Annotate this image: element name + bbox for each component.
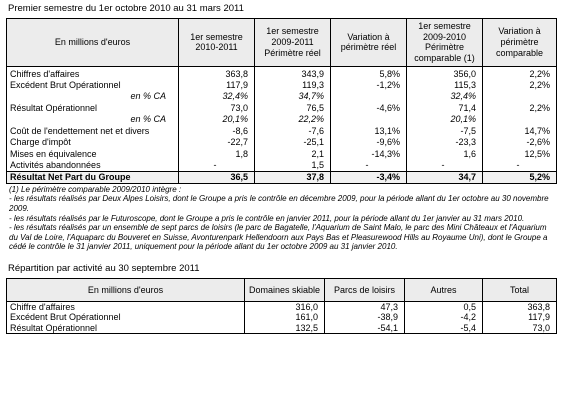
row-label: Coût de l'endettement net et divers (7, 125, 179, 137)
cell-value: - (407, 160, 483, 172)
cell-value: 32,4% (179, 91, 255, 103)
row-label: Mises en équivalence (7, 148, 179, 160)
footnote-line: - les résultats réalisés par un ensemble de sept parcs de loisirs (le parc de Bagatelle, l'Aquarium de Saint Malo, le parc des Mini Châteaux et l'Aquarium du Val de Loire, l'Aquaparc du Bouveret en Suisse, Avonturenpark Hellendoorn aux Pays Bas et Pleasurewood Hills au Royaume Uni), dont le Groupe a cédé le contrôle le 31 janvier 2011, uniquement pour la période allant du 1er octobre 2009 au 31 janvier 2010. (9, 223, 548, 252)
row-label: en % CA (7, 91, 179, 103)
cell-value: -8,6 (179, 125, 255, 137)
cell-value: 32,4% (407, 91, 483, 103)
cell-value: 356,0 (407, 66, 483, 79)
cell-value: 76,5 (255, 102, 331, 114)
cell-value: 5,2% (483, 171, 557, 183)
cell-value: 20,1% (407, 114, 483, 126)
cell-value: 117,9 (179, 79, 255, 91)
cell-value: 2,1 (255, 148, 331, 160)
table-row (7, 102, 557, 114)
cell-value: 1,8 (179, 148, 255, 160)
cell-value: 34,7% (255, 91, 331, 103)
table-row (7, 148, 557, 160)
column-header: Total (483, 278, 557, 301)
table-row (7, 114, 557, 126)
table-row (7, 312, 557, 322)
cell-value: 71,4 (407, 102, 483, 114)
cell-value: -54,1 (325, 323, 405, 334)
footnote-line: (1) Le périmètre comparable 2009/2010 intègre : (9, 184, 182, 194)
cell-value: -4,6% (331, 102, 407, 114)
cell-value: -1,2% (331, 79, 407, 91)
row-label: Résultat Net Part du Groupe (7, 171, 179, 183)
cell-value: 161,0 (245, 312, 325, 322)
cell-value: - (331, 160, 407, 172)
cell-value: 73,0 (179, 102, 255, 114)
table1-title: Premier semestre du 1er octobre 2010 au 31 mars 2011 (8, 3, 244, 14)
cell-value: 12,5% (483, 148, 557, 160)
cell-value (331, 91, 407, 103)
cell-value (483, 91, 557, 103)
cell-value: -9,6% (331, 137, 407, 149)
cell-value: 2,2% (483, 79, 557, 91)
column-header: Autres (405, 278, 483, 301)
table-header-row (7, 18, 557, 66)
column-header: En millions d'euros (7, 278, 245, 301)
cell-value: 73,0 (483, 323, 557, 334)
row-label: Activités abandonnées (7, 160, 179, 172)
cell-value: -25,1 (255, 137, 331, 149)
cell-value: 0,5 (405, 301, 483, 312)
cell-value (331, 114, 407, 126)
cell-value: -7,6 (255, 125, 331, 137)
cell-value: -4,2 (405, 312, 483, 322)
column-header: 1er semestre 2009-2010 Périmètre comparable (1) (407, 18, 483, 66)
cell-value: 363,8 (179, 66, 255, 79)
column-header: En millions d'euros (7, 18, 179, 66)
cell-value: -23,3 (407, 137, 483, 149)
cell-value: - (483, 160, 557, 172)
cell-value: -14,3% (331, 148, 407, 160)
column-header: Domaines skiable (245, 278, 325, 301)
row-label: Chiffre d'affaires (7, 301, 245, 312)
semester-results-table (6, 18, 557, 184)
total-row (7, 171, 557, 183)
cell-value: 47,3 (325, 301, 405, 312)
table-row (7, 160, 557, 172)
cell-value (483, 114, 557, 126)
table2-title: Répartition par activité au 30 septembre 2011 (8, 262, 200, 274)
cell-value: 363,8 (483, 301, 557, 312)
cell-value: -7,5 (407, 125, 483, 137)
footnote-line: - les résultats réalisés par le Futuroscope, dont le Groupe a pris le contrôle en janvier 2011, pour la période allant du 1er janvier au 31 mars 2010. (9, 213, 525, 223)
cell-value: -3,4% (331, 171, 407, 183)
cell-value: 13,1% (331, 125, 407, 137)
cell-value: 132,5 (245, 323, 325, 334)
column-header: 1er semestre 2010-2011 (179, 18, 255, 66)
row-label: Excédent Brut Opérationnel (7, 79, 179, 91)
table-row (7, 79, 557, 91)
cell-value: 2,2% (483, 102, 557, 114)
cell-value: 5,8% (331, 66, 407, 79)
cell-value: 1,5 (255, 160, 331, 172)
table-row (7, 323, 557, 334)
cell-value: - (179, 160, 255, 172)
column-header: Variation à périmètre comparable (483, 18, 557, 66)
table-row (7, 137, 557, 149)
cell-value: 36,5 (179, 171, 255, 183)
cell-value: 20,1% (179, 114, 255, 126)
table-header-row (7, 278, 557, 301)
cell-value: -38,9 (325, 312, 405, 322)
cell-value: 119,3 (255, 79, 331, 91)
activity-breakdown-table (6, 278, 557, 334)
cell-value: 2,2% (483, 66, 557, 79)
column-header: Variation à périmètre réel (331, 18, 407, 66)
column-header: 1er semestre 2009-2011 Périmètre réel (255, 18, 331, 66)
cell-value: 14,7% (483, 125, 557, 137)
table-row (7, 91, 557, 103)
row-label: Excédent Brut Opérationnel (7, 312, 245, 322)
table-row (7, 125, 557, 137)
cell-value: 316,0 (245, 301, 325, 312)
cell-value: 115,3 (407, 79, 483, 91)
row-label: Charge d'impôt (7, 137, 179, 149)
cell-value: 1,6 (407, 148, 483, 160)
cell-value: 343,9 (255, 66, 331, 79)
table-row (7, 301, 557, 312)
cell-value: 117,9 (483, 312, 557, 322)
row-label: Résultat Opérationnel (7, 102, 179, 114)
cell-value: -5,4 (405, 323, 483, 334)
table-row (7, 66, 557, 79)
cell-value: -22,7 (179, 137, 255, 149)
footnotes (9, 185, 554, 252)
row-label: en % CA (7, 114, 179, 126)
activity-section (6, 264, 556, 334)
row-label: Chiffres d'affaires (7, 66, 179, 79)
footnote-line: - les résultats réalisés par Deux Alpes Loisirs, dont le Groupe a pris le contrôle en décembre 2009, pour la période allant du 1er octobre au 30 novembre 2009. (9, 194, 549, 213)
cell-value: -2,6% (483, 137, 557, 149)
row-label: Résultat Opérationnel (7, 323, 245, 334)
cell-value: 34,7 (407, 171, 483, 183)
cell-value: 37,8 (255, 171, 331, 183)
cell-value: 22,2% (255, 114, 331, 126)
column-header: Parcs de loisirs (325, 278, 405, 301)
